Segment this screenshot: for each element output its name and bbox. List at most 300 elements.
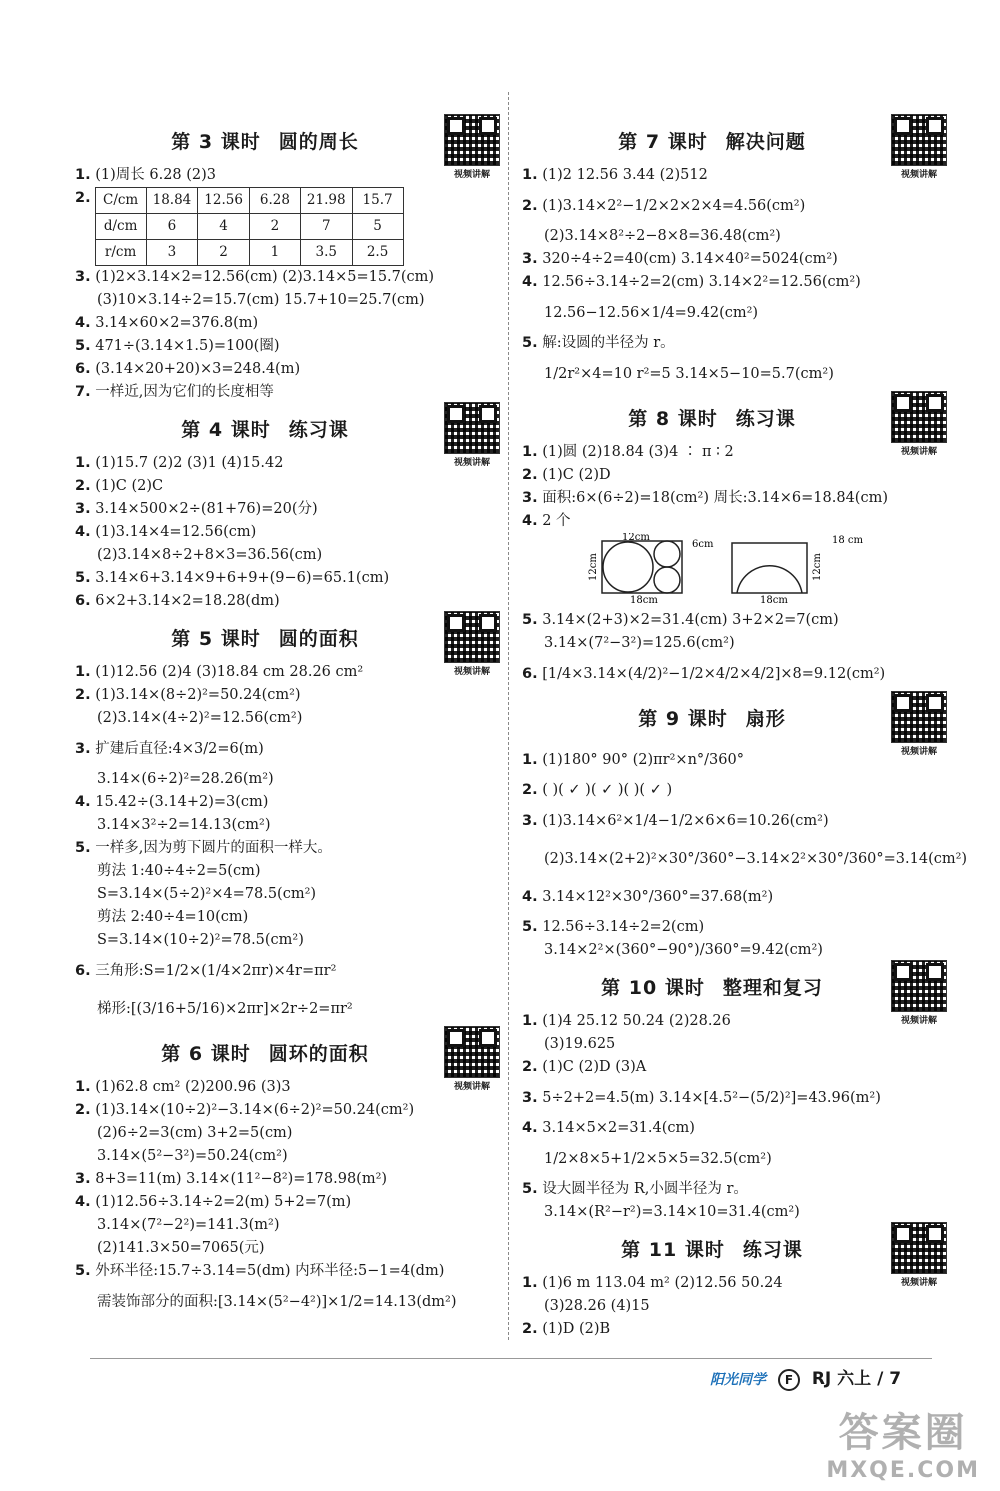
question-number: 7. [75, 384, 91, 400]
answer-text: (1)3.14×2²−1/2×2×2×4=4.56(cm²) [542, 198, 806, 214]
answer-line [522, 1272, 942, 1295]
table-cell: 5 [352, 214, 403, 240]
video-qr-code[interactable] [888, 691, 950, 757]
answer-text: (1)周长 6.28 (2)3 [95, 167, 217, 183]
question-number: 4. [522, 889, 538, 905]
question-number: 4. [522, 513, 538, 529]
big-circle-shape [603, 542, 653, 592]
lesson-number: 第 4 课时 [181, 419, 271, 441]
question-number: 1. [75, 664, 91, 680]
answer-text: 3.14×(R²−r²)=3.14×10=31.4(cm²) [544, 1204, 800, 1220]
dimension-label: 12cm [588, 553, 599, 581]
answer-line [522, 1010, 942, 1033]
answer-line [522, 632, 942, 655]
section-title [75, 410, 495, 450]
answer-text: (2)6÷2=3(cm) 3+2=5(cm) [97, 1125, 293, 1141]
lesson-number: 第 5 课时 [171, 628, 261, 650]
table-row [95, 214, 403, 240]
answer-line [75, 1237, 495, 1260]
answer-line [75, 791, 495, 814]
answer-line [522, 187, 942, 225]
question-number: 4. [75, 315, 91, 331]
answer-text: 剪法 2:40÷4=10(cm) [97, 909, 249, 925]
answer-text: S=3.14×(5÷2)²×4=78.5(cm²) [97, 886, 317, 902]
table-row [95, 240, 403, 266]
table-cell: 6 [146, 214, 198, 240]
question-number: 2. [522, 467, 538, 483]
lesson-number: 第 6 课时 [161, 1043, 251, 1065]
answer-line [75, 521, 495, 544]
answer-line [522, 248, 942, 271]
table-cell: 15.7 [352, 188, 403, 214]
answer-line [75, 452, 495, 475]
answer-line [75, 684, 495, 707]
section-title [75, 1034, 495, 1074]
question-number: 4. [75, 794, 91, 810]
table-cell: 3 [146, 240, 198, 266]
answer-line [522, 510, 942, 533]
question-number: 4. [75, 1194, 91, 1210]
watermark [826, 1401, 980, 1483]
answer-text: 解:设圆的半径为 r。 [542, 335, 675, 351]
answer-text: (3.14×20+20)×3=248.4(m) [95, 361, 301, 377]
answer-line [75, 1214, 495, 1237]
table-cell: 2.5 [352, 240, 403, 266]
dimension-label: 12cm [622, 533, 650, 543]
lesson-topic: 圆环的面积 [268, 1043, 369, 1065]
question-number: 5. [522, 335, 538, 351]
answer-line [75, 358, 495, 381]
answer-line [522, 779, 942, 802]
answer-line [75, 475, 495, 498]
answer-line [522, 609, 942, 632]
question-number: 3. [75, 741, 91, 757]
table-cell: 12.56 [198, 188, 250, 214]
answer-line [75, 1191, 495, 1214]
answer-text: 12.56÷3.14÷2=2(cm) 3.14×2²=12.56(cm²) [542, 274, 861, 290]
question-number: 2. [522, 1321, 538, 1337]
answer-line [75, 1283, 495, 1321]
answer-text: (1)15.7 (2)2 (3)1 (4)15.42 [95, 455, 284, 471]
watermark-title: 答案圈 [838, 1410, 968, 1456]
video-qr-code[interactable] [888, 114, 950, 180]
answer-text: 12.56÷3.14÷2=2(cm) [542, 919, 705, 935]
answer-text: [1/4×3.14×(4/2)²−1/2×4/2×4/2]×8=9.12(cm²) [542, 666, 886, 682]
answer-text: (2)3.14×(4÷2)²=12.56(cm²) [97, 710, 303, 726]
table-cell: 3.5 [300, 240, 352, 266]
answer-text: (1)12.56 (2)4 (3)18.84 cm 28.26 cm² [95, 664, 364, 680]
question-number: 5. [75, 1263, 91, 1279]
qr-label: 视频讲解 [453, 1082, 490, 1092]
answer-line [75, 860, 495, 883]
video-qr-code[interactable] [888, 1222, 950, 1288]
answer-text: (1)62.8 cm² (2)200.96 (3)3 [95, 1079, 291, 1095]
dimension-label: 18 cm [832, 535, 863, 546]
answer-text: 需装饰部分的面积:[3.14×(5²−4²)]×1/2=14.13(dm²) [97, 1294, 457, 1310]
page-footer [710, 1364, 901, 1391]
answer-line [75, 906, 495, 929]
answer-text: 3.14×2²×(360°−90°)/360°=9.42(cm²) [544, 942, 823, 958]
answer-text: (1)12.56÷3.14÷2=2(m) 5+2=7(m) [95, 1194, 352, 1210]
circles-figure [582, 533, 942, 605]
question-number: 1. [522, 1013, 538, 1029]
lesson-number: 第 3 课时 [171, 131, 261, 153]
answer-text: 3.14×(7²−3²)=125.6(cm²) [544, 635, 735, 651]
table-cell: 21.98 [300, 188, 352, 214]
left-column [75, 120, 495, 1327]
page-number: / 7 [877, 1369, 902, 1389]
video-qr-code[interactable] [441, 402, 503, 468]
answer-text: 3.14×5×2=31.4(cm) [542, 1120, 695, 1136]
answer-text: 外环半径:15.7÷3.14=5(dm) 内环半径:5−1=4(dm) [95, 1263, 445, 1279]
answer-text: 扩建后直径:4×3/2=6(m) [95, 741, 264, 757]
rectangle-shape [732, 543, 807, 593]
section-title [522, 122, 942, 162]
section-title [522, 399, 942, 439]
table-row [95, 188, 403, 214]
answer-text: ( )( ✓ )( ✓ )( )( ✓ ) [542, 782, 673, 798]
answer-text: (3)19.625 [544, 1036, 616, 1052]
answer-text: (3)28.26 (4)15 [544, 1298, 650, 1314]
answer-text: 3.14×500×2÷(81+76)=20(分) [95, 501, 318, 517]
answer-line [522, 1079, 942, 1117]
answer-text: 3.14×60×2=376.8(m) [95, 315, 259, 331]
qr-code-icon[interactable] [891, 391, 947, 443]
question-number: 5. [522, 612, 538, 628]
qr-code-icon[interactable] [891, 960, 947, 1012]
question-number: 3. [522, 490, 538, 506]
semicircle-shape [737, 566, 802, 593]
answer-text: (2)3.14×(2+2)²×30°/360°−3.14×2²×30°/360°=3.14(cm²) [544, 851, 968, 867]
question-number: 5. [75, 338, 91, 354]
answer-line [522, 1033, 942, 1056]
lesson-topic: 解决问题 [725, 131, 806, 153]
qr-label: 视频讲解 [900, 1016, 937, 1026]
lesson-section [522, 122, 942, 393]
answer-text: 三角形:S=1/2×(1/4×2πr)×4r=πr² [95, 963, 337, 979]
qr-label: 视频讲解 [900, 1278, 937, 1288]
answer-line [522, 1178, 942, 1201]
question-number: 6. [522, 666, 538, 682]
answer-text: 320÷4÷2=40(cm) 3.14×40²=5024(cm²) [542, 251, 838, 267]
answer-line [522, 487, 942, 510]
answer-text: (1)3.14×4=12.56(cm) [95, 524, 257, 540]
answer-line [75, 837, 495, 860]
question-number: 5. [522, 1181, 538, 1197]
answer-line [522, 1201, 942, 1224]
answer-line [522, 271, 942, 294]
question-number: 1. [522, 752, 538, 768]
answer-text: 设大圆半径为 R,小圆半径为 r。 [542, 1181, 748, 1197]
answer-line [75, 289, 495, 312]
answer-text: 3.14×(7²−2²)=141.3(m²) [97, 1217, 280, 1233]
answer-text: (1)6 m 113.04 m² (2)12.56 50.24 [542, 1275, 783, 1291]
question-number: 4. [522, 274, 538, 290]
edition-badge-icon: F [778, 1369, 800, 1391]
qr-code-icon[interactable] [444, 114, 500, 166]
question-number: 4. [522, 1120, 538, 1136]
question-number: 1. [522, 167, 538, 183]
answer-text: 1/2×8×5+1/2×5×5=32.5(cm²) [544, 1151, 772, 1167]
answer-line [75, 312, 495, 335]
table-cell: 4 [198, 214, 250, 240]
answer-figures [582, 533, 942, 605]
footer-rule [90, 1358, 932, 1359]
qr-label: 视频讲解 [900, 747, 937, 757]
question-number: 3. [522, 1090, 538, 1106]
lesson-section [522, 968, 942, 1224]
section-title [522, 968, 942, 1008]
answer-text: (1)C (2)D (3)A [542, 1059, 647, 1075]
lesson-topic: 圆的面积 [278, 628, 359, 650]
answer-text: (1)3.14×6²×1/4−1/2×6×6=10.26(cm²) [542, 813, 829, 829]
answer-text: 一样近,因为它们的长度相等 [95, 384, 274, 400]
answer-line [522, 802, 942, 840]
question-number: 1. [75, 1079, 91, 1095]
answer-line [75, 1076, 495, 1099]
question-number: 2. [75, 1102, 91, 1118]
answer-line [522, 355, 942, 393]
lesson-number: 第 8 课时 [628, 408, 718, 430]
lesson-section [522, 399, 942, 693]
lesson-number: 第 10 课时 [601, 977, 705, 999]
question-number: 3. [75, 269, 91, 285]
answer-text: 梯形:[(3/16+5/16)×2πr]×2r÷2=πr² [97, 1001, 353, 1017]
answer-line [75, 381, 495, 404]
answer-line [522, 916, 942, 939]
qr-code-icon[interactable] [444, 402, 500, 454]
edition-label: RJ 六上 [811, 1369, 872, 1389]
small-circle-shape [654, 567, 680, 593]
answer-text: (1)C (2)C [95, 478, 164, 494]
answer-text: 8+3=11(m) 3.14×(11²−8²)=178.98(m²) [95, 1171, 388, 1187]
answer-text: 3.14×(5²−3²)=50.24(cm²) [97, 1148, 288, 1164]
qr-code-icon[interactable] [891, 691, 947, 743]
lesson-number: 第 9 课时 [638, 708, 728, 730]
answer-line [522, 840, 968, 878]
column-divider [508, 92, 509, 1340]
answer-line [75, 1145, 495, 1168]
table-cell: 1 [249, 240, 300, 266]
question-number: 4. [75, 524, 91, 540]
qr-code-icon[interactable] [444, 1026, 500, 1078]
answer-line [522, 1295, 942, 1318]
answer-text: 剪法 1:40÷4÷2=5(cm) [97, 863, 261, 879]
question-number: 3. [522, 813, 538, 829]
dimension-label: 6cm [692, 539, 714, 550]
video-qr-code[interactable] [441, 1026, 503, 1092]
table-cell: 2 [249, 214, 300, 240]
lesson-section [75, 1034, 495, 1321]
answer-text: (1)圆 (2)18.84 (3)4 ∶ π ∶ 2 [542, 444, 734, 460]
answer-line [75, 883, 495, 906]
table-cell: C/cm [95, 188, 146, 214]
answer-text: (1)180° 90° (2)πr²×n°/360° [542, 752, 744, 768]
lesson-number: 第 7 课时 [618, 131, 708, 153]
answer-text: 3.14×3²÷2=14.13(cm²) [97, 817, 271, 833]
answer-line [522, 741, 942, 779]
brand-logo: 阳光同学 [710, 1372, 766, 1388]
answer-text: 1/2r²×4=10 r²=5 3.14×5−10=5.7(cm²) [544, 366, 834, 382]
lesson-topic: 练习课 [735, 408, 796, 430]
video-qr-code[interactable] [441, 611, 503, 677]
answer-text: 471÷(3.14×1.5)=100(圈) [95, 338, 280, 354]
answer-text: 一样多,因为剪下圆片的面积一样大。 [95, 840, 332, 856]
answer-line [75, 1099, 495, 1122]
lesson-section [75, 619, 495, 1028]
lesson-section [522, 1230, 942, 1341]
answer-text: 12.56−12.56×1/4=9.42(cm²) [544, 305, 759, 321]
answer-text: (3)10×3.14÷2=15.7(cm) 15.7+10=25.7(cm) [97, 292, 425, 308]
answer-text: S=3.14×(10÷2)²=78.5(cm²) [97, 932, 304, 948]
answer-line [522, 332, 942, 355]
qr-label: 视频讲解 [453, 170, 490, 180]
answer-line [75, 768, 495, 791]
qr-code-icon[interactable] [891, 114, 947, 166]
answer-text: (1)4 25.12 50.24 (2)28.26 [542, 1013, 731, 1029]
answer-text: 3.14×6+3.14×9+6+9+(9−6)=65.1(cm) [95, 570, 390, 586]
lesson-topic: 扇形 [745, 708, 786, 730]
answer-text: 6×2+3.14×2=18.28(dm) [95, 593, 280, 609]
answer-line [522, 225, 942, 248]
answer-text: 15.42÷(3.14+2)=3(cm) [95, 794, 269, 810]
answer-line [75, 929, 495, 952]
question-number: 2. [75, 478, 91, 494]
lesson-section [75, 410, 495, 613]
table-cell: 2 [198, 240, 250, 266]
question-number: 3. [75, 501, 91, 517]
qr-code-icon[interactable] [891, 1222, 947, 1274]
qr-label: 视频讲解 [900, 447, 937, 457]
answer-line [75, 187, 495, 266]
dimension-label: 12cm [812, 553, 823, 581]
answer-line [75, 590, 495, 613]
question-number: 1. [75, 167, 91, 183]
question-number: 1. [522, 444, 538, 460]
answer-line [522, 1117, 942, 1140]
answer-line [75, 335, 495, 358]
question-number: 3. [75, 1171, 91, 1187]
table-cell: 7 [300, 214, 352, 240]
lesson-section [522, 699, 968, 962]
question-number: 1. [75, 455, 91, 471]
section-title [522, 699, 942, 739]
answer-text: (1)3.14×(8÷2)²=50.24(cm²) [95, 687, 301, 703]
question-number: 3. [522, 251, 538, 267]
answer-line [75, 952, 495, 990]
question-number: 2. [522, 198, 538, 214]
answer-text: (1)2 12.56 3.44 (2)512 [542, 167, 708, 183]
lesson-topic: 练习课 [742, 1239, 803, 1261]
lesson-topic: 圆的周长 [278, 131, 359, 153]
answer-line [75, 544, 495, 567]
answer-line [522, 878, 942, 916]
answer-line [75, 1260, 495, 1283]
question-number: 1. [522, 1275, 538, 1291]
answer-text: 3.14×(2+3)×2=31.4(cm) 3+2×2=7(cm) [542, 612, 839, 628]
table-cell: r/cm [95, 240, 146, 266]
answer-text: (1)2×3.14×2=12.56(cm) (2)3.14×5=15.7(cm) [95, 269, 435, 285]
question-number: 5. [75, 570, 91, 586]
answer-text: (2)141.3×50=7065(元) [97, 1240, 265, 1256]
lesson-number: 第 11 课时 [621, 1239, 725, 1261]
answer-line [75, 1168, 495, 1191]
table-cell: 6.28 [249, 188, 300, 214]
answer-text: 面积:6×(6÷2)=18(cm²) 周长:3.14×6=18.84(cm) [542, 490, 888, 506]
question-number: 2. [75, 190, 91, 206]
dimension-label: 18cm [760, 595, 788, 605]
video-qr-code[interactable] [888, 391, 950, 457]
question-number: 5. [75, 840, 91, 856]
question-number: 2. [522, 1059, 538, 1075]
small-circle-shape [654, 541, 680, 567]
right-column [522, 120, 968, 1347]
lesson-section [75, 122, 495, 404]
qr-label: 视频讲解 [453, 458, 490, 468]
answer-text: 5÷2+2=4.5(m) 3.14×[4.5²−(5/2)²]=43.96(m²) [542, 1090, 881, 1106]
watermark-url: MXQE.COM [826, 1458, 980, 1483]
lesson-topic: 练习课 [288, 419, 349, 441]
question-number: 6. [75, 963, 91, 979]
video-qr-code[interactable] [441, 114, 503, 180]
answer-line [522, 164, 942, 187]
question-number: 6. [75, 593, 91, 609]
section-title [75, 122, 495, 162]
question-number: 2. [75, 687, 91, 703]
question-number: 2. [522, 782, 538, 798]
answer-text: (1)3.14×(10÷2)²−3.14×(6÷2)²=50.24(cm²) [95, 1102, 415, 1118]
answer-line [522, 294, 942, 332]
answer-line [75, 164, 495, 187]
answer-text: (2)3.14×8÷2+8×3=36.56(cm) [97, 547, 323, 563]
qr-label: 视频讲解 [453, 667, 490, 677]
answer-line [75, 990, 495, 1028]
answer-line [75, 814, 495, 837]
answer-line [75, 498, 495, 521]
section-title [522, 1230, 942, 1270]
qr-label: 视频讲解 [900, 170, 937, 180]
answer-line [522, 655, 942, 693]
answer-line [75, 707, 495, 730]
answer-text: 3.14×12²×30°/360°=37.68(m²) [542, 889, 774, 905]
table-cell: 18.84 [146, 188, 198, 214]
question-number: 5. [522, 919, 538, 935]
answer-line [75, 567, 495, 590]
answer-text: (1)C (2)D [542, 467, 611, 483]
answer-line [522, 939, 942, 962]
answer-line [522, 441, 942, 464]
table-cell: d/cm [95, 214, 146, 240]
lesson-topic: 整理和复习 [722, 977, 823, 999]
answer-line [75, 730, 495, 768]
answer-line [522, 464, 942, 487]
video-qr-code[interactable] [888, 960, 950, 1026]
answer-line [522, 1140, 942, 1178]
qr-code-icon[interactable] [444, 611, 500, 663]
question-number: 6. [75, 361, 91, 377]
answer-text: (2)3.14×8²÷2−8×8=36.48(cm²) [544, 228, 781, 244]
circle-measure-table [95, 187, 404, 266]
section-title [75, 619, 495, 659]
answer-text: 2 个 [542, 513, 571, 529]
answer-text: (1)D (2)B [542, 1321, 611, 1337]
dimension-label: 18cm [630, 595, 658, 605]
answer-text: 3.14×(6÷2)²=28.26(m²) [97, 771, 274, 787]
answer-line [75, 1122, 495, 1145]
answer-line [75, 661, 495, 684]
answer-line [75, 266, 495, 289]
answer-line [522, 1318, 942, 1341]
